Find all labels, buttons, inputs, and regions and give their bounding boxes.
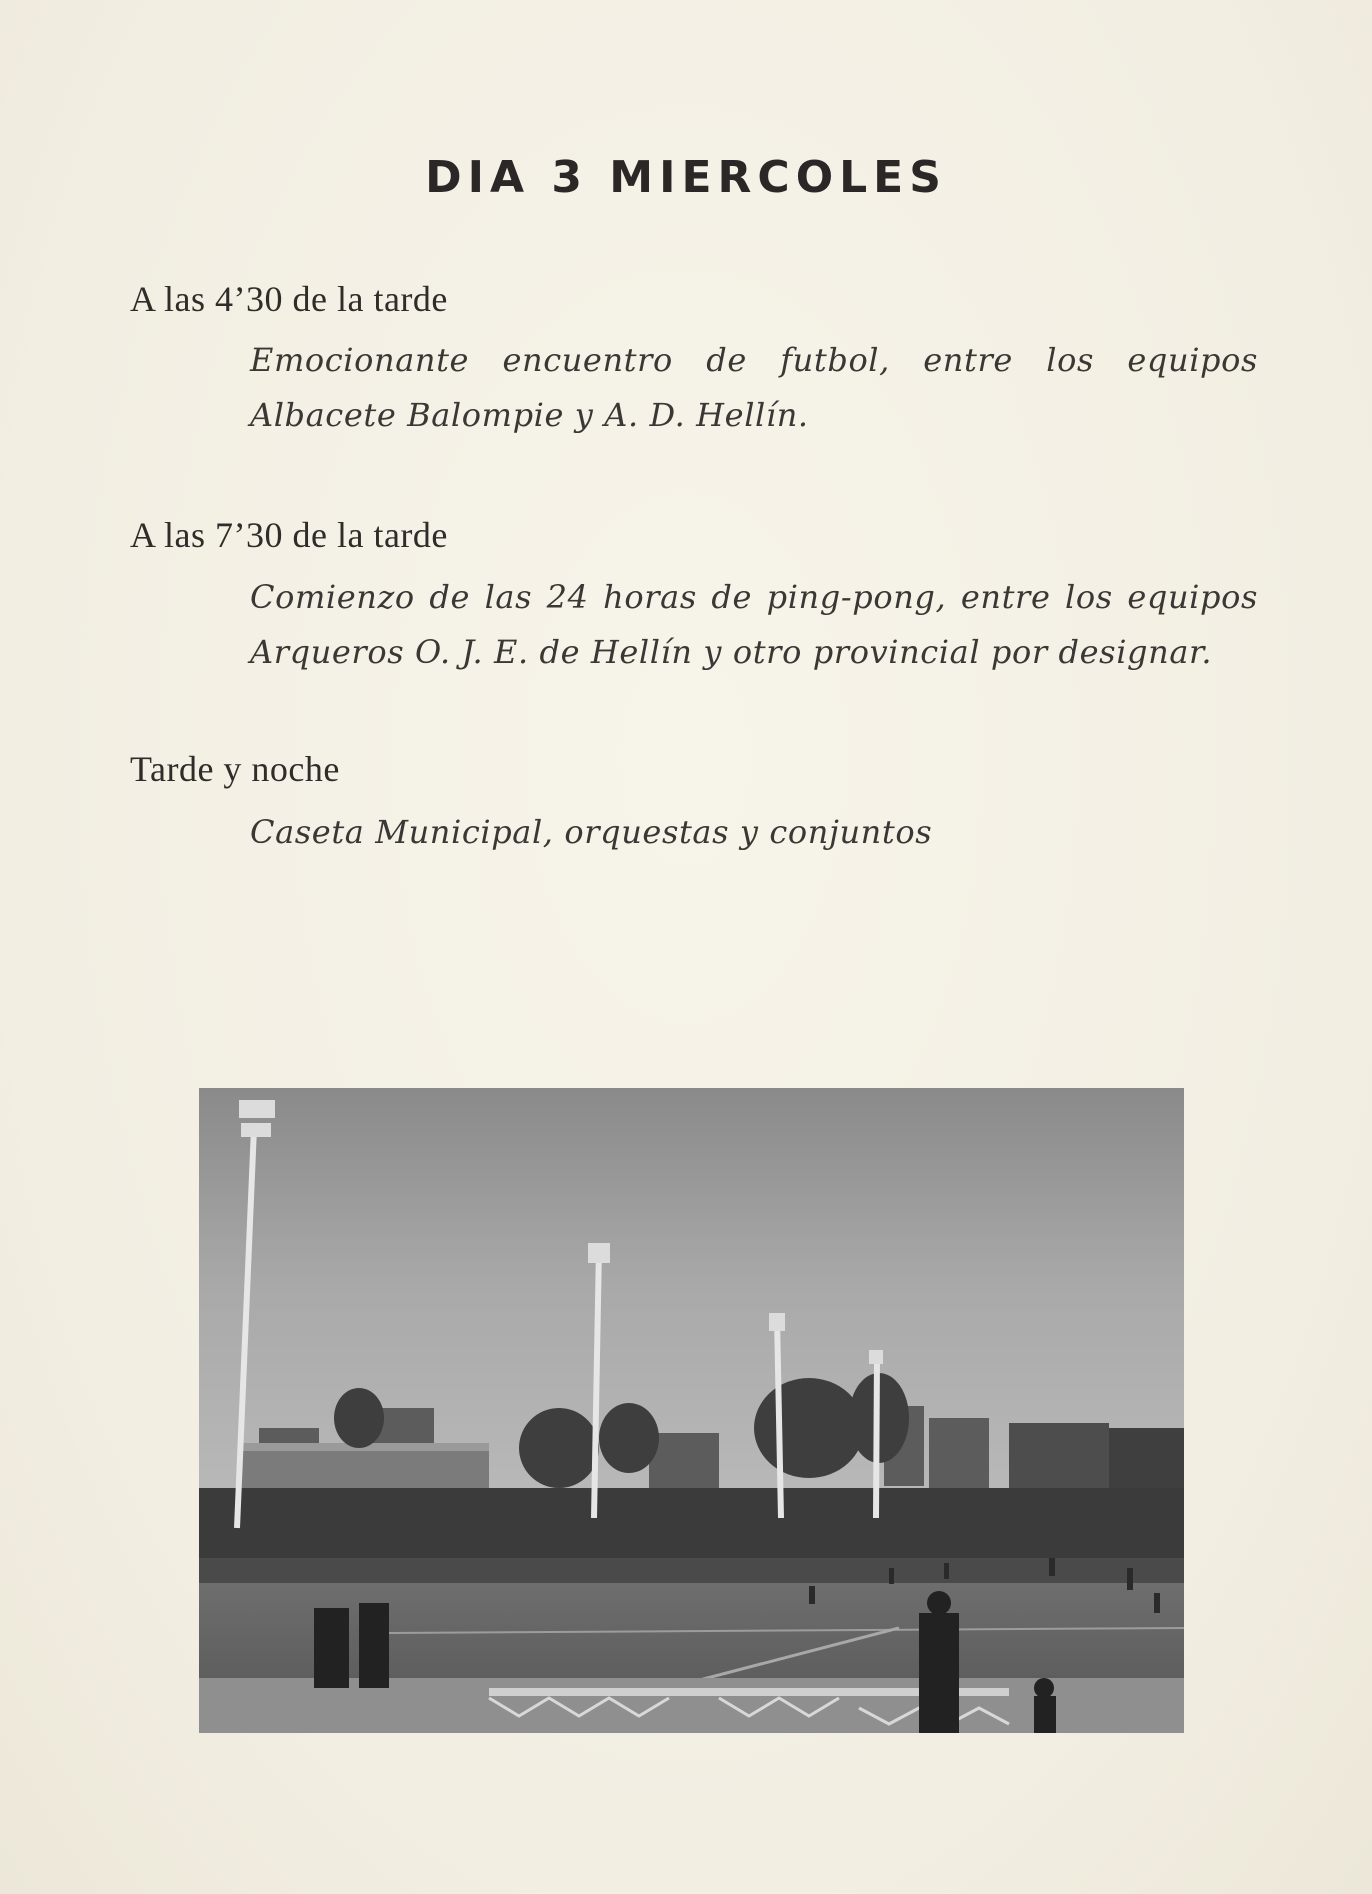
- event-2-line-1: Comienzo de las 24 horas de ping-pong, entre los equipos: [250, 578, 1258, 616]
- football-stadium-photo-icon: [199, 1088, 1184, 1733]
- event-1-line-2: Albacete Balompie y A. D. Hellín.: [250, 396, 809, 434]
- event-3-line-1: Caseta Municipal, orquestas y conjuntos: [250, 813, 933, 851]
- page-title: DIA 3 MIERCOLES: [425, 152, 947, 203]
- event-1-line-1: Emocionante encuentro de futbol, entre los equipos: [250, 341, 1258, 379]
- event-2-time: A las 7’30 de la tarde: [130, 515, 448, 555]
- event-3-description: [250, 805, 1258, 860]
- event-1-time: A las 4’30 de la tarde: [130, 279, 448, 319]
- event-2-line-2: Arqueros O. J. E. de Hellín y otro provincial por designar.: [250, 633, 1213, 671]
- stadium-photo: [199, 1088, 1184, 1733]
- event-2-description: [250, 570, 1258, 680]
- event-3-time: Tarde y noche: [130, 749, 340, 789]
- event-1-description: [250, 333, 1258, 443]
